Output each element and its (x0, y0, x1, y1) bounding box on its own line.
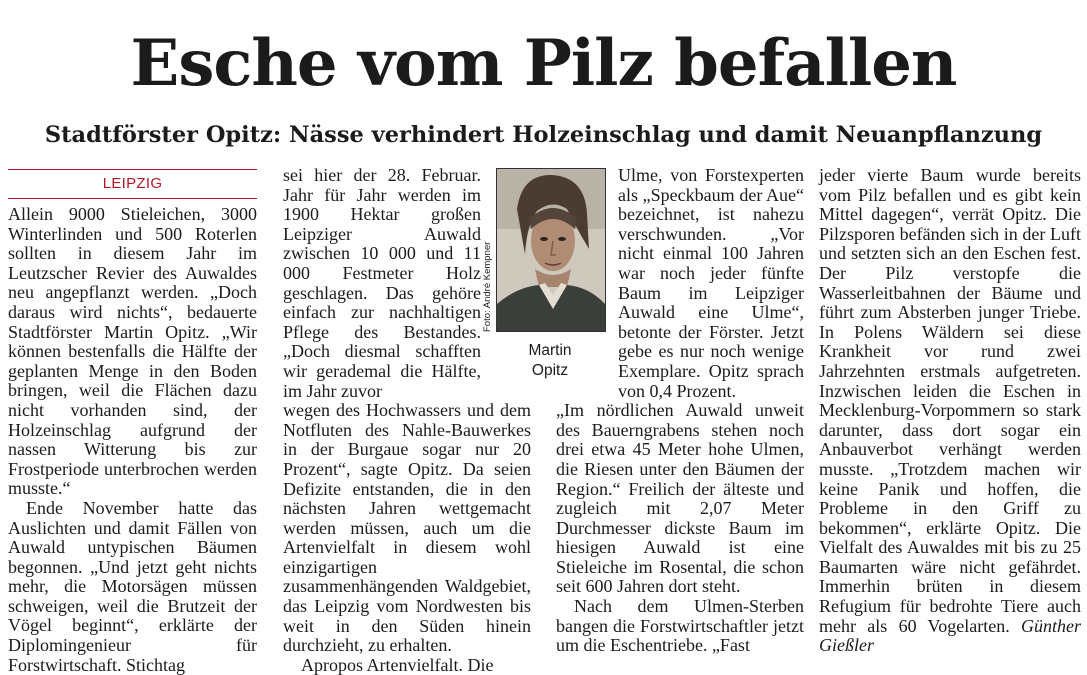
photo-credit: Foto: André Kempner (482, 241, 493, 332)
paragraph: Apropos Artenvielfalt. Die (301, 654, 494, 675)
paragraph-text: jeder vierte Baum wurde bereits vom Pilz befallen und es gibt kein Mittel dagegen“, verrät Opitz. Die Pilzsporen befänden sich in der Luft und setzten sich an den Eschen fest. Der Pilz verstopfe die Wasserleitbahnen der Bäume und führt zum Absterben junger Triebe. In Polens Wäldern sei diese Krankheit vor rund zwei Jahrzehnten erstmals aufgetreten. Inzwischen leiden die Eschen in Mecklenburg-Vorpommern so stark darunter, dass dort sogar ein Anbauverbot verhängt werden musste. „Trotzdem machen wir keine Panik und hoffen, die Probleme in den Griff zu bekommen“, erklärte Opitz. Die Vielfalt des Auwaldes mit bis zu 25 Baumarten wäre nicht gefährdet. Immerhin brüten in diesem Refugium für bedrohte Tiere auch mehr als 60 Vogelarten. (819, 165, 1081, 636)
paragraph: Nach dem Ulmen-Sterben bangen die Forstwirtschaftler jetzt um die Eschentriebe. „Fast (556, 596, 804, 656)
article-column-1 (8, 166, 257, 675)
dateline-box (8, 169, 257, 199)
author-byline: Günther Gießler (819, 615, 1082, 656)
paragraph: „Im nördlichen Auwald unweit des Bauerngrabens stehen noch drei etwa 45 Meter hohe Ulmen, die Riesen unter den Bäumen der Region.“ Freilich der älteste und zugleich mit 2,07 Meter Durchmesser dickste Baum im hiesigen Auwald ist eine Stieleiche im Rosental, die schon seit 600 Jahren dort steht. (556, 400, 804, 597)
subheadline: Stadtförster Opitz: Nässe verhindert Holzeinschlag und damit Neuanpflanzung (44, 122, 1043, 148)
paragraph (819, 166, 1081, 656)
portrait-image (497, 169, 605, 331)
paragraph: wegen des Hochwassers und dem Notfluten des Nahle-Bauwerkes in der Burgaue sogar nur 20 Prozent“, sagte Opitz. Da seien Defizite entstanden, die in den nächsten Jahren wettgemacht werden müssen, auch um die Artenvielfalt in diesem wohl einzigartigen zusammenhängenden Waldgebiet, das Leipzig vom Nordwesten bis weit in den Süden hinein durchzieht, zu erhalten. (283, 400, 531, 656)
portrait-photo (496, 168, 606, 332)
paragraph: Allein 9000 Stieleichen, 3000 Winterlinden und 500 Roterlen sollten in diesem Jahr im Leutzscher Revier des Auwaldes neu angepflanzt werden. „Doch daraus wird nichts“, bedauerte Stadtförster Martin Opitz. „Wir können bestenfalls die Hälfte der geplanten Menge in den Boden bringen, weil die Flächen dazu nicht vorhanden sind, der Holzeinschlag aufgrund der nassen Witterung bis zur Frostperiode unterbrochen werden musste.“ (8, 204, 257, 499)
paragraph-top: Ulme, von Forstexperten als „Speckbaum der Aue“ bezeichnet, ist nahezu verschwunden. „Vor nicht einmal 100 Jahren war noch jeder fünfte Baum im Leipziger Auwald eine Ulme“, betonte der Förster. Jetzt gebe es nur noch wenige Exemplare. Opitz sprach von 0,4 Prozent. (618, 165, 804, 401)
paragraph: Ende November hatte das Auslichten und damit Fällen von Auwald untypischen Bäumen begonnen. „Und jetzt geht nichts mehr, die Motorsägen müssen schweigen, weil die Brutzeit der Vögel beginnt“, erklärte der Diplomingenieur für Forstwirtschaft. Stichtag (8, 497, 257, 675)
dateline: LEIPZIG (102, 175, 163, 193)
headline: Esche vom Pilz befallen (130, 26, 957, 101)
paragraph-top: sei hier der 28. Februar. Jahr für Jahr werden im 1900 Hektar großen Leipziger Auwald zwischen 10 000 und 11 000 Festmeter Holz geschlagen. Das gehöre einfach zur nachhaltigen Pflege des Bestandes. „Doch diesmal schafften wir gerademal die Hälfte, im Jahr zuvor (283, 165, 481, 401)
caption-line: Martin (528, 342, 572, 359)
photo-caption (500, 341, 600, 381)
article-column-4 (819, 165, 1082, 656)
caption-line: Opitz (531, 362, 569, 379)
